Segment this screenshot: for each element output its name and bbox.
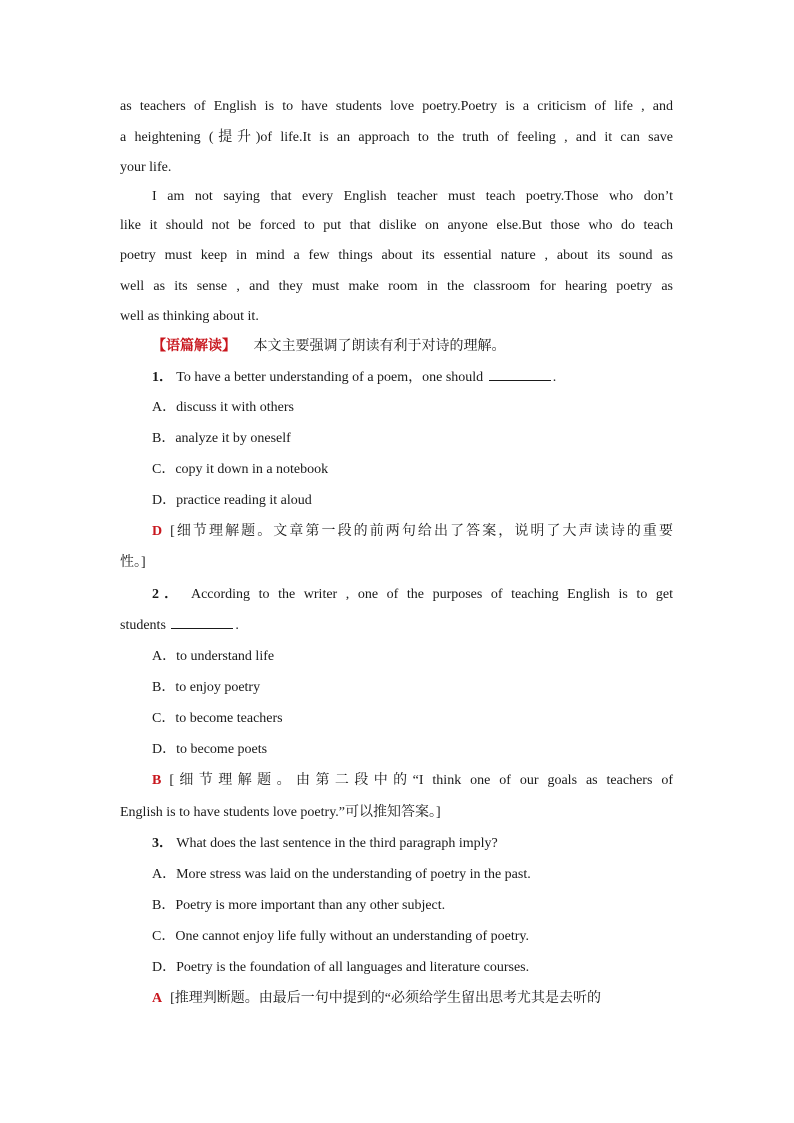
question-2-cont: students . xyxy=(120,618,239,633)
option-c: C．One cannot enjoy life fully without an understanding of poetry. xyxy=(152,929,530,944)
question-2: 2． According to the writer , one of the purposes of teaching English is to get xyxy=(152,587,673,602)
question-1: 1． To have a better understanding of a poem，one should . xyxy=(152,370,557,385)
option-b: B．Poetry is more important than any other subject. xyxy=(152,898,446,913)
option-a: A．to understand life xyxy=(152,649,275,664)
passage-line: I am not saying that every English teacher must teach poetry.Those who don’t xyxy=(152,189,673,204)
section-summary: 本文主要强调了朗读有利于对诗的理解。 xyxy=(253,339,506,354)
option-c: C．to become teachers xyxy=(152,711,283,726)
passage-line: well as its sense , and they must make room in the classroom for hearing poetry as xyxy=(120,279,673,294)
option-d: D．to become poets xyxy=(152,742,268,757)
passage-line: a heightening (提升)of life.It is an approach to the truth of feeling , and it can save xyxy=(120,130,673,145)
section-label: 【语篇解读】 xyxy=(152,339,236,354)
option-d: D．practice reading it aloud xyxy=(152,493,312,508)
option-a: A．discuss it with others xyxy=(152,400,294,415)
answer-letter: A xyxy=(152,991,163,1006)
passage-line: your life. xyxy=(120,160,172,175)
option-a: A．More stress was laid on the understanding of poetry in the past. xyxy=(152,867,531,882)
answer-blank xyxy=(489,368,551,381)
passage-line: as teachers of English is to have students love poetry.Poetry is a criticism of life , and xyxy=(120,99,673,114)
option-c: C．copy it down in a notebook xyxy=(152,462,329,477)
explanation-line: 性。] xyxy=(120,555,146,570)
passage-line: well as thinking about it. xyxy=(120,309,259,324)
question-3: 3． What does the last sentence in the third paragraph imply? xyxy=(152,836,498,851)
answer-letter: B xyxy=(152,773,162,788)
option-b: B．to enjoy poetry xyxy=(152,680,261,695)
section-header xyxy=(152,337,506,357)
explanation-1: D [细节理解题。文章第一段的前两句给出了答案，说明了大声读诗的重要 xyxy=(152,524,673,539)
explanation-3: A [推理判断题。由最后一句中提到的“必须给学生留出思考尤其是去听的 xyxy=(152,991,601,1006)
answer-letter: D xyxy=(152,524,163,539)
option-d: D．Poetry is the foundation of all languages and literature courses. xyxy=(152,960,530,975)
passage-line: like it should not be forced to put that dislike on anyone else.But those who do teach xyxy=(120,218,673,233)
passage-line: poetry must keep in mind a few things about its essential nature , about its sound as xyxy=(120,248,673,263)
explanation-2: B [细节理解题。由第二段中的“I think one of our goals as teachers of xyxy=(152,773,673,788)
option-b: B．analyze it by oneself xyxy=(152,431,291,446)
answer-blank xyxy=(171,616,233,629)
explanation-line: English is to have students love poetry.”可以推知答案。] xyxy=(120,805,441,820)
